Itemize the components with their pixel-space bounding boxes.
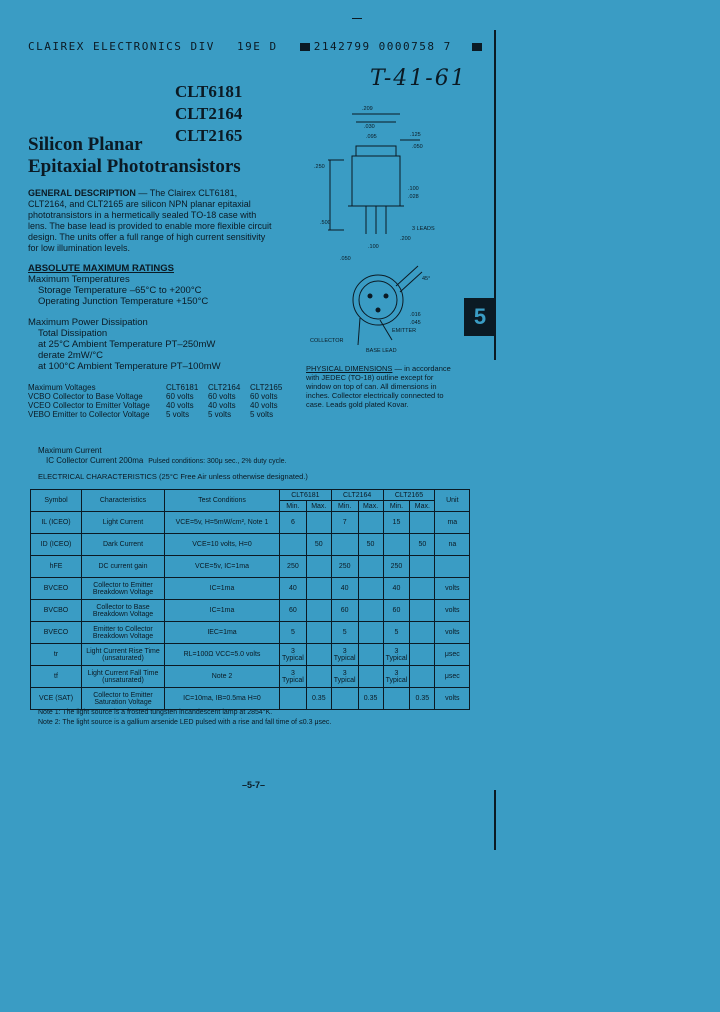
section-tab: 5	[464, 298, 496, 336]
col-test: Test Conditions	[165, 490, 280, 512]
part-number: CLT2164	[175, 104, 243, 123]
company-name: CLAIREX ELECTRONICS DIV	[28, 40, 215, 53]
header-code: 19E D	[236, 40, 278, 53]
dim-label: .050	[340, 256, 351, 262]
voltage-row: VCEO Collector to Emitter Voltage 40 volts 40 volts 40 volts	[28, 401, 278, 410]
dim-label: .050	[412, 144, 423, 150]
table-row: tr Light Current Rise Time (unsaturated) RL=100Ω VCC=5.0 volts 3 Typical 3 Typical 3 Typical μsec	[31, 644, 470, 666]
dim-label: .500	[320, 220, 331, 226]
collector-current: IC Collector Current 200ma	[46, 456, 144, 465]
dim-label: .016	[410, 312, 421, 318]
page-number: –5-7–	[242, 780, 266, 790]
col-min: Min.	[383, 501, 410, 512]
voltages-title: Maximum Voltages	[28, 383, 96, 392]
col-max: Max.	[410, 501, 435, 512]
elec-table-wrap	[30, 489, 470, 710]
junction-temp: Operating Junction Temperature +150°C	[38, 296, 209, 307]
dim-label: .125	[410, 132, 421, 138]
block-mark	[472, 43, 482, 51]
dim-label: 3 LEADS	[412, 226, 435, 232]
table-row: ID (ICEO) Dark Current VCE=10 volts, H=0 50 50 50 na	[31, 534, 470, 556]
max-current	[38, 446, 287, 467]
power-100c: at 100°C Ambient Temperature PT–100mW	[38, 361, 221, 372]
col-part: CLT2164	[331, 490, 383, 501]
margin-line	[494, 790, 496, 850]
dim-label: COLLECTOR	[310, 338, 344, 344]
dim-label: .209	[362, 106, 373, 112]
col-min: Min.	[280, 501, 307, 512]
dim-label: EMITTER	[392, 328, 417, 334]
part-number: CLT6181	[175, 82, 243, 101]
physical-heading: PHYSICAL DIMENSIONS	[306, 364, 393, 373]
power-25c: at 25°C Ambient Temperature PT–250mW	[38, 339, 216, 350]
power-dissipation	[28, 317, 221, 372]
table-row: BVCEO Collector to Emitter Breakdown Voltage IC=1ma 40 40 40 volts	[31, 578, 470, 600]
voltage-row: VEBO Emitter to Collector Voltage 5 volts 5 volts 5 volts	[28, 410, 274, 419]
table-row: IL (ICEO) Light Current VCE=5v, H=5mW/cm², Note 1 6 7 15 ma	[31, 512, 470, 534]
elec-table	[30, 489, 470, 710]
can-body	[352, 156, 400, 206]
current-title: Maximum Current	[38, 446, 102, 455]
temps-title: Maximum Temperatures	[28, 274, 130, 285]
dim-label: .095	[366, 134, 377, 140]
col-symbol: Symbol	[31, 490, 82, 512]
part-number: CLT2165	[175, 126, 243, 145]
voltage-col: CLT6181	[166, 383, 199, 392]
table-row: tf Light Current Fall Time (unsaturated) Note 2 3 Typical 3 Typical 3 Typical μsec	[31, 666, 470, 688]
dim-label: .100	[408, 186, 419, 192]
dim-label: 45°	[422, 276, 431, 282]
dim-label: .030	[364, 124, 375, 130]
dim-label: .045	[410, 320, 421, 326]
mark	[352, 18, 362, 19]
col-part: CLT2165	[383, 490, 435, 501]
table-row: hFE DC current gain VCE=5v, IC=1ma 250 250 250	[31, 556, 470, 578]
abs-max-ratings	[28, 263, 208, 307]
table-row: VCE (SAT) Collector to Emitter Saturation Voltage IC=10ma, IB=0.5ma H=0 0.35 0.35 0.35 volts	[31, 688, 470, 710]
col-min: Min.	[331, 501, 358, 512]
pulsed-conditions: Pulsed conditions: 300μ sec., 2% duty cycle.	[148, 458, 287, 465]
note-2: Note 2: The light source is a gallium arsenide LED pulsed with a rise and fall time of ≤0.3 μsec.	[38, 719, 332, 726]
dim-label: BASE LEAD	[366, 348, 397, 354]
voltage-col: CLT2165	[250, 383, 283, 392]
note-1: Note 1: The light source is a frosted tungsten incandescent lamp at 2854°K.	[38, 709, 273, 716]
voltage-col: CLT2164	[208, 383, 241, 392]
voltage-row: VCBO Collector to Base Voltage 60 volts 60 volts 60 volts	[28, 392, 278, 401]
lens-window	[356, 146, 396, 156]
table-row: BVCBO Collector to Base Breakdown Voltage IC=1ma 60 60 60 volts	[31, 600, 470, 622]
catalog-number: 2142799 0000758 7	[313, 40, 452, 53]
col-max: Max.	[306, 501, 331, 512]
physical-text: — in accordance with JEDEC (TO-18) outline except for window on top of can. All dimensions in inches. Collector electrically connected to case. Leads gold plated Kovar.	[306, 364, 451, 409]
handwritten-note: T-41-61	[370, 66, 467, 91]
package-drawing	[300, 100, 460, 362]
dim-label: .200	[400, 236, 411, 242]
doc-header	[28, 40, 500, 53]
abs-max-heading: ABSOLUTE MAXIMUM RATINGS	[28, 263, 175, 274]
physical-dimensions	[306, 364, 451, 409]
col-characteristics: Characteristics	[82, 490, 165, 512]
block-mark	[300, 43, 310, 51]
dim-label: .100	[368, 244, 379, 250]
table-row: BVECO Emitter to Collector Breakdown Voltage IEC=1ma 5 5 5 volts	[31, 622, 470, 644]
total-dissipation: Total Dissipation	[38, 328, 108, 339]
max-voltages	[28, 383, 286, 419]
general-text: — The Clairex CLT6181, CLT2164, and CLT2165 are silicon NPN planar epitaxial phototransistors in a hermetically sealed TO-18 case with lens. The base lead is provided to enable more flexible circuit design. The units offer a full range of high current sensitivity for low illumination levels.	[28, 188, 272, 253]
dim-label: .250	[314, 164, 325, 170]
power-title: Maximum Power Dissipation	[28, 317, 148, 328]
base-view-outline	[353, 275, 403, 325]
storage-temp: Storage Temperature –65°C to +200°C	[38, 285, 202, 296]
col-part: CLT6181	[280, 490, 332, 501]
title-line-2: Epitaxial Phototransistors	[28, 156, 241, 177]
elec-heading: ELECTRICAL CHARACTERISTICS (25°C Free Air unless otherwise designated.)	[38, 472, 308, 481]
dim-label: .028	[408, 194, 419, 200]
general-description	[28, 188, 274, 254]
title-line-1: Silicon Planar	[28, 134, 143, 155]
col-max: Max.	[358, 501, 383, 512]
general-heading: GENERAL DESCRIPTION	[28, 188, 136, 198]
col-unit: Unit	[435, 490, 470, 512]
derate: derate 2mW/°C	[38, 350, 104, 361]
